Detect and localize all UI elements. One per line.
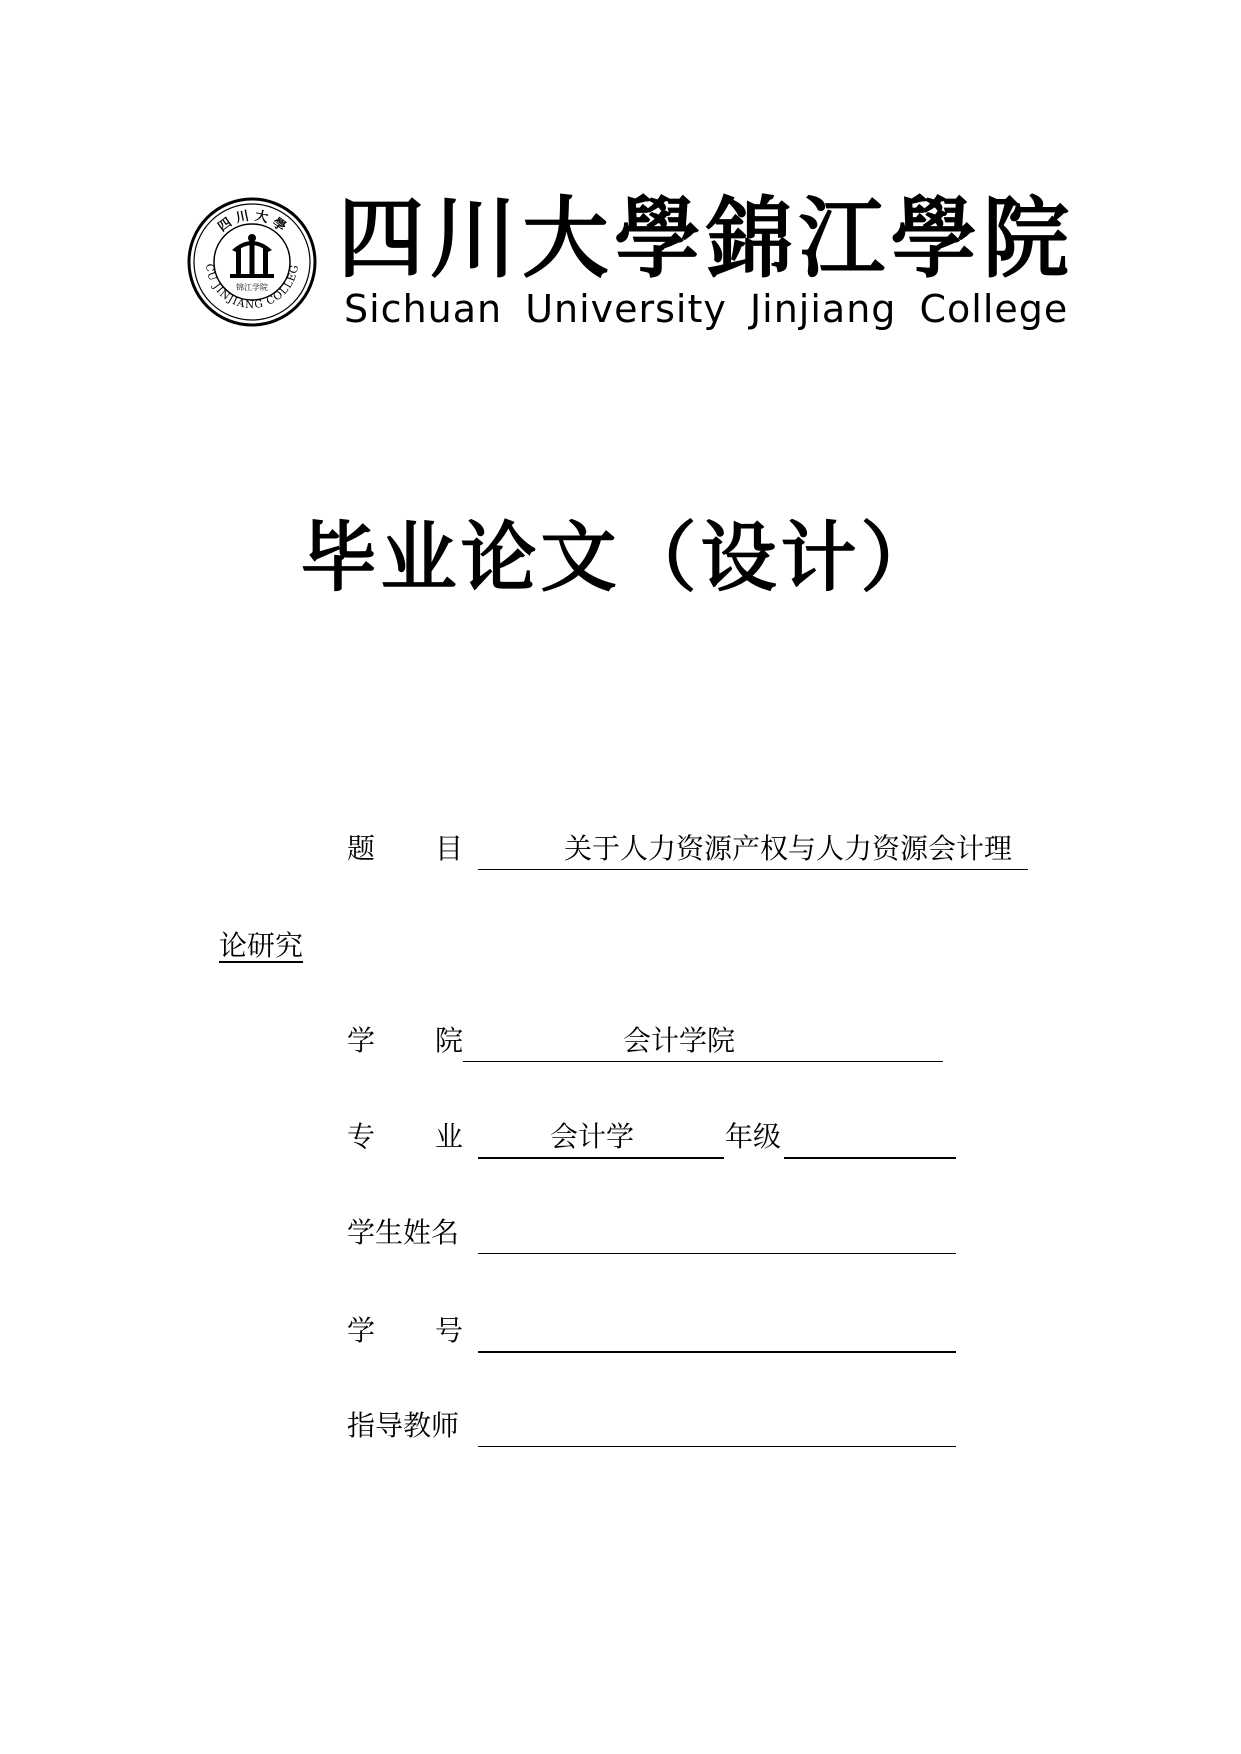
grade-label: 年级 <box>725 1120 782 1153</box>
major-value: 会计学 <box>550 1120 635 1153</box>
grade-field[interactable] <box>784 1117 956 1159</box>
emblem-ring-bottom-text: CU JINJIANG COLLEG <box>202 262 302 312</box>
college-name-en: Sichuan University Jinjiang College <box>344 287 1069 331</box>
topic-value-line2: 论研究 <box>219 929 304 962</box>
topic-label: 题目 <box>347 832 524 865</box>
emblem-inner-text: 锦江学院 <box>236 283 268 292</box>
student-name-label: 学生姓名 <box>347 1216 460 1249</box>
advisor-label: 指导教师 <box>347 1409 460 1442</box>
college-emblem <box>186 196 318 328</box>
college-name-cn: 四川大學錦江學院 <box>338 186 1075 290</box>
document-title: 毕业论文（设计） <box>300 513 941 602</box>
svg-text:四 川 大 學 <box>216 208 289 235</box>
school-label: 学院 <box>347 1024 524 1057</box>
student-name-field[interactable] <box>478 1213 956 1254</box>
school-value: 会计学院 <box>623 1024 736 1057</box>
topic-field[interactable] <box>478 829 1028 870</box>
student-id-field[interactable] <box>478 1311 956 1353</box>
topic-value-line1: 关于人力资源产权与人力资源会计理 <box>564 832 1013 865</box>
student-id-label: 学号 <box>347 1314 524 1347</box>
major-label: 专业 <box>347 1120 524 1153</box>
emblem-ring-top-text: 四 川 大 學 <box>215 208 289 236</box>
emblem-seal-icon <box>186 196 318 328</box>
advisor-field[interactable] <box>478 1406 956 1447</box>
major-field[interactable] <box>478 1117 724 1159</box>
school-field[interactable] <box>463 1021 943 1062</box>
